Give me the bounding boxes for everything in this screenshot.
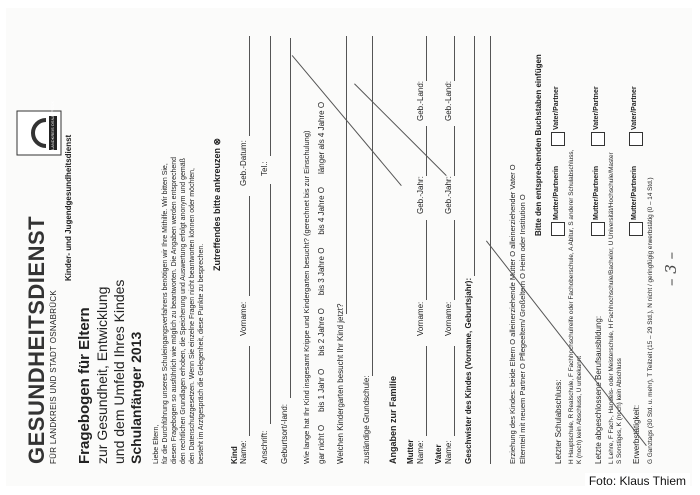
kita-option-more[interactable]: länger als 4 Jahre O: [317, 101, 326, 174]
father-firstname-field[interactable]: [454, 220, 455, 300]
kita-which-label: Welchen Kindergarten besucht Ihr Kind jetzt?: [336, 303, 345, 464]
rotated-page: [6, 8, 692, 486]
kita-which-field[interactable]: [346, 36, 347, 314]
father-name-label: Name:: [444, 440, 453, 464]
mother-partner-label: Mutter/Partnerin: [593, 165, 600, 220]
father-label: Vater: [434, 444, 443, 464]
kita-option-none[interactable]: gar nicht O: [317, 424, 326, 464]
father-partner-label: Vater/Partner: [631, 86, 638, 130]
upbringing-line-2[interactable]: Elternteil mit neuem Partner O Pflegeeltern/ Großeltern O Heim oder Institution O: [518, 194, 527, 464]
mother-name-field[interactable]: [426, 346, 427, 436]
mother-name-label: Name:: [416, 440, 425, 464]
kita-option-1y[interactable]: bis 1 Jahr O: [317, 368, 326, 412]
mother-partner-label: Mutter/Partnerin: [553, 165, 560, 220]
mother-country-field[interactable]: [426, 36, 427, 81]
logo-subtitle: FÜR LANDKREIS UND STADT OSNABRÜCK: [49, 289, 58, 464]
family-heading: Angaben zur Familie: [388, 375, 398, 464]
photo-credit: Foto: Klaus Thiem: [585, 473, 690, 489]
child-firstname-label: Vorname:: [239, 301, 248, 336]
birthplace-field[interactable]: [290, 38, 291, 398]
form-title: Fragebogen für Eltern: [76, 307, 93, 464]
address-label: Anschrift:: [260, 430, 269, 464]
instruction-tick: Zutreffendes bitte ankreuzen ⊗: [212, 137, 222, 271]
employment-father-box[interactable]: [629, 132, 643, 146]
child-label: Kind: [230, 446, 239, 464]
mother-firstname-label: Vorname:: [416, 301, 425, 336]
logo-seal-text: LANDKREIS OSNABRÜCK: [50, 100, 55, 150]
father-name-field[interactable]: [454, 346, 455, 436]
mother-birthyear-field[interactable]: [426, 126, 427, 176]
child-birthdate-label: Geb.-Datum:: [239, 140, 248, 186]
kita-option-2y[interactable]: bis 2 Jahre O: [317, 308, 326, 356]
page-number: – 3 –: [662, 251, 680, 286]
child-name-label: Name:: [239, 440, 248, 464]
school-label: zuständige Grundschule:: [362, 375, 371, 464]
logo-seal-icon: [16, 100, 62, 156]
school-degree-label: Letzter Schulabschluss:: [554, 379, 563, 464]
address-field[interactable]: [270, 184, 271, 424]
siblings-field[interactable]: [474, 36, 475, 276]
birthplace-label: Geburtsort/-land:: [280, 403, 289, 464]
intro-text: Liebe Eltern, für die Durchführung unseres Schuleingangsverfahrens benötigen wir Ihre Mithilfe. Wir bitten Sie, diesen Fragebogen so ausführlich wie möglich zu beantworten. Die Angaben werden entsprechend den rechtlichen Grundlagen erhoben, die Speicherung und Auswertung erfolgt anonym und gemäß den Datenschutzgesetzen. Wenn Sie einzelne Fragen nicht beantworten können oder möchten, besteht im Arztgespräch die Gelegenheit, diese Punkte zu besprechen.: [153, 156, 205, 464]
mother-partner-label: Mutter/Partnerin: [631, 165, 638, 220]
child-firstname-field[interactable]: [249, 196, 250, 296]
kita-option-4y[interactable]: bis 4 Jahre O: [317, 186, 326, 235]
kita-question: Wie lange hat Ihr Kind insgesamt Krippe und Kindergarten besucht? (gerechnet bis zur Einschulung): [302, 130, 311, 464]
employment-mother-box[interactable]: [629, 222, 643, 236]
school-degree-mother-box[interactable]: [551, 222, 565, 236]
school-field[interactable]: [372, 36, 373, 376]
father-birthyear-label: Geb.-Jahr:: [444, 176, 453, 214]
employment-legend: G Ganztags (30 Std. u. mehr), T Teilzeit (15 – 29 Std.), N nicht / geringfügig erwerbstätig (0 – 14 Std.): [647, 177, 654, 464]
child-birthdate-field[interactable]: [249, 36, 250, 136]
pen-stroke: [354, 80, 447, 176]
training-legend: L Lehre, F Fach-, Handels- oder Meisterschule, H Fachhochschule/Bachelor, U Universität/Hochschule/Master S Sonstiges, K (noch) kein Abschluss: [608, 152, 623, 464]
upbringing-options: [508, 164, 528, 464]
kita-option-3y[interactable]: bis 3 Jahre O: [317, 247, 326, 296]
father-birthyear-field[interactable]: [454, 126, 455, 176]
form-year: Schulanfänger 2013: [128, 331, 144, 464]
form-subtitle-1: zur Gesundheit, Entwicklung: [94, 286, 110, 464]
letters-instruction: Bitte den entsprechenden Buchstaben einfügen: [534, 54, 543, 236]
father-country-field[interactable]: [454, 36, 455, 81]
phone-field[interactable]: [270, 36, 271, 156]
siblings-label: Geschwister des Kindes (Vorname, Geburtsjahr):: [464, 277, 473, 464]
phone-label: Tel.:: [260, 161, 269, 176]
mother-birthyear-label: Geb.-Jahr:: [416, 176, 425, 214]
mother-firstname-field[interactable]: [426, 220, 427, 300]
employment-label: Erwerbstätigkeit:: [632, 404, 641, 464]
school-degree-legend: H Hauptschule, R Realschule, F Fachhochschulreife oder Fachoberschule, A Abitur, S anderer Schulabschluss, K (noch) kein Abschluss, U unbekannt: [568, 149, 583, 464]
kita-options: [317, 102, 326, 464]
child-name-field[interactable]: [249, 346, 250, 436]
father-partner-label: Vater/Partner: [593, 86, 600, 130]
training-label: Letzte abgeschlossene Berufsausbildung:: [594, 315, 603, 464]
document-sheet: [6, 8, 692, 486]
department-label: Kinder- und Jugendgesundheitsdienst: [64, 134, 73, 281]
mother-label: Mutter: [406, 439, 415, 464]
siblings-field-2[interactable]: [490, 36, 491, 464]
father-partner-label: Vater/Partner: [553, 86, 560, 130]
logo-title: GESUNDHEITSDIENST: [24, 215, 49, 464]
father-country-label: Geb.-Land:: [444, 80, 453, 121]
upbringing-line-1[interactable]: Erziehung des Kindes: beide Eltern O alleinerziehende Mutter O alleinerziehender Vater O: [508, 164, 517, 464]
training-mother-box[interactable]: [591, 222, 605, 236]
training-father-box[interactable]: [591, 132, 605, 146]
mother-country-label: Geb.-Land:: [416, 80, 425, 121]
father-firstname-label: Vorname:: [444, 301, 453, 336]
form-subtitle-2: und dem Umfeld Ihres Kindes: [111, 279, 127, 464]
school-degree-father-box[interactable]: [551, 132, 565, 146]
